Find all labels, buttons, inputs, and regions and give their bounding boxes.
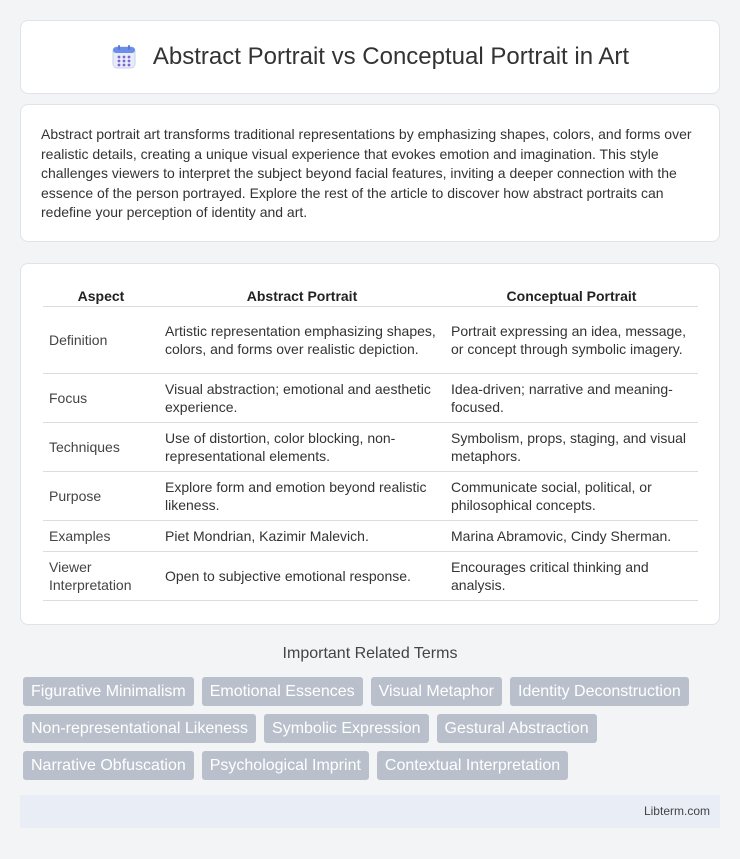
row-conceptual: Communicate social, political, or philosophical concepts.: [445, 472, 698, 521]
related-term-tag[interactable]: Psychological Imprint: [202, 751, 369, 780]
related-term-tag[interactable]: Narrative Obfuscation: [23, 751, 194, 780]
row-aspect: Definition: [43, 307, 159, 374]
page-title: Abstract Portrait vs Conceptual Portrait in Art: [152, 43, 630, 70]
footer-site-link[interactable]: Libterm.com: [643, 804, 710, 818]
related-term-tag[interactable]: Non-representational Likeness: [23, 714, 256, 743]
column-header-abstract: Abstract Portrait: [159, 284, 445, 307]
column-header-conceptual: Conceptual Portrait: [445, 284, 698, 307]
row-abstract: Visual abstraction; emotional and aesthetic experience.: [159, 374, 445, 423]
row-aspect: Examples: [43, 521, 159, 552]
calendar-icon: [111, 44, 137, 70]
row-abstract: Artistic representation emphasizing shapes, colors, and forms over realistic depiction.: [159, 307, 445, 374]
row-aspect: Techniques: [43, 423, 159, 472]
intro-card: [20, 104, 720, 242]
row-conceptual: Portrait expressing an idea, message, or concept through symbolic imagery.: [445, 307, 698, 374]
related-term-tag[interactable]: Identity Deconstruction: [510, 677, 689, 706]
intro-paragraph: Abstract portrait art transforms traditional representations by emphasizing shapes, colors, and forms over realistic details, creating a unique visual experience that evokes emotion and imagination. This style challenges viewers to interpret the subject beyond facial features, inviting a deeper connection with the essence of the person portrayed. Explore the rest of the article to discover how abstract portraits can redefine your perception of identity and art.: [41, 126, 692, 220]
related-terms-list: [23, 677, 723, 780]
table-row: [43, 521, 698, 552]
row-aspect: Focus: [43, 374, 159, 423]
row-abstract: Open to subjective emotional response.: [159, 552, 445, 601]
comparison-table: [43, 284, 698, 601]
row-conceptual: Symbolism, props, staging, and visual metaphors.: [445, 423, 698, 472]
related-term-tag[interactable]: Symbolic Expression: [264, 714, 429, 743]
related-terms-heading: Important Related Terms: [282, 645, 458, 662]
table-row: [43, 307, 698, 374]
footer: [20, 795, 720, 828]
table-row: [43, 423, 698, 472]
row-conceptual: Encourages critical thinking and analysis.: [445, 552, 698, 601]
related-term-tag[interactable]: Contextual Interpretation: [377, 751, 568, 780]
table-row: [43, 552, 698, 601]
header: [111, 43, 629, 71]
row-aspect: Viewer Interpretation: [43, 552, 159, 601]
column-header-aspect: Aspect: [43, 284, 159, 307]
row-conceptual: Idea-driven; narrative and meaning-focused.: [445, 374, 698, 423]
row-conceptual: Marina Abramovic, Cindy Sherman.: [445, 521, 698, 552]
related-term-tag[interactable]: Emotional Essences: [202, 677, 363, 706]
row-abstract: Piet Mondrian, Kazimir Malevich.: [159, 521, 445, 552]
row-abstract: Explore form and emotion beyond realistic likeness.: [159, 472, 445, 521]
table-row: [43, 472, 698, 521]
table-header-row: [43, 284, 698, 307]
header-card: [20, 20, 720, 94]
row-aspect: Purpose: [43, 472, 159, 521]
comparison-card: [20, 263, 720, 625]
related-term-tag[interactable]: Figurative Minimalism: [23, 677, 194, 706]
table-row: [43, 374, 698, 423]
related-term-tag[interactable]: Gestural Abstraction: [437, 714, 597, 743]
row-abstract: Use of distortion, color blocking, non-representational elements.: [159, 423, 445, 472]
related-term-tag[interactable]: Visual Metaphor: [371, 677, 502, 706]
